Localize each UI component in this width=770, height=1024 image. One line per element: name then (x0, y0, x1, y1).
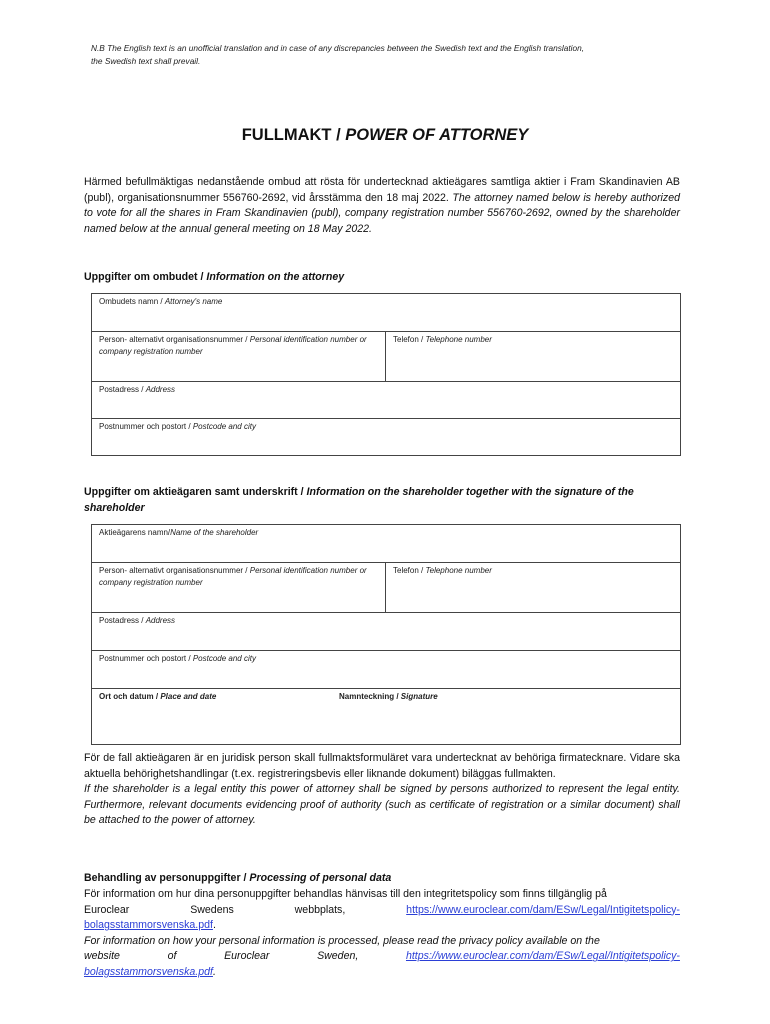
shareholder-address-field[interactable] (92, 613, 681, 651)
privacy-policy-link-en-part-1[interactable]: https://www.euroclear.com/dam/ESw/Legal/Intigitetspolicy- (405, 950, 680, 963)
signature-label-sv: Namnteckning / (339, 692, 401, 701)
signature-label (339, 692, 438, 701)
attorney-form (91, 293, 681, 456)
attorney-address-label-en: Address (145, 385, 176, 394)
attorney-phone-label-en: Telephone number (425, 335, 492, 344)
attorney-address-label-sv: Postadress / (99, 385, 146, 394)
attorney-phone-label-sv: Telefon / (393, 335, 426, 344)
legal-entity-english: If the shareholder is a legal entity this power of attorney shall be signed by persons authorized to represent the legal entity. Furthermore, relevant documents evidencing proof of authority (such as certificate of registration or a similar document) shall be attached to the power of attorney. (84, 783, 680, 827)
translation-note-line-1: N.B The English text is an unofficial translation and in case of any discrepancies between the Swedish text and the English translation, (91, 43, 585, 53)
shareholder-id-label-sv: Person- alternativt organisationsnummer / (99, 566, 250, 575)
privacy-policy-link-part-2[interactable]: bolagsstammorsvenska.pdf (84, 919, 213, 932)
period-en: . (212, 965, 216, 978)
personal-data-heading-swedish: Behandling av personuppgifter / (84, 872, 250, 884)
shareholder-postcode-label-en: Postcode and city (192, 654, 256, 663)
title-english: POWER OF ATTORNEY (345, 126, 529, 144)
title-swedish: FULLMAKT / (241, 126, 346, 144)
legal-entity-paragraph (84, 751, 680, 829)
translation-note-line-2: the Swedish text shall prevail. (91, 55, 201, 66)
place-date-signature-field[interactable] (92, 689, 681, 745)
privacy-policy-link-en-part-2[interactable]: bolagsstammorsvenska.pdf (84, 965, 213, 978)
shareholder-heading-swedish: Uppgifter om aktieägaren samt underskrift / (84, 486, 307, 498)
attorney-name-label-sv: Ombudets namn / (99, 297, 165, 306)
word-euroclear: Euroclear (84, 903, 130, 916)
period: . (212, 919, 216, 932)
shareholder-phone-label-en: Telephone number (425, 566, 492, 575)
personal-data-en-line-1: For information on how your personal information is processed, please read the privacy policy available on the (84, 934, 600, 947)
personal-data-paragraph (84, 887, 680, 981)
shareholder-section-heading (84, 485, 682, 516)
place-date-label-sv: Ort och datum / (99, 692, 161, 701)
word-swedens: Swedens (190, 903, 234, 916)
attorney-section-heading (84, 270, 684, 286)
place-date-label (99, 691, 339, 703)
word-webbplats: webbplats, (294, 903, 346, 916)
attorney-id-field[interactable] (92, 332, 386, 382)
signature-label-en: Signature (400, 692, 438, 701)
translation-note (91, 42, 681, 67)
shareholder-id-label-en: Personal identification number or company registration number (99, 566, 367, 587)
intro-swedish: Härmed befullmäktigas nedanstående ombud att rösta för undertecknad aktieägares samtliga aktier i Fram Skandinavien AB (publ), organisationsnummer 556760-2692, vid årsstämma den 18 maj 2022. (84, 176, 680, 204)
attorney-postcode-field[interactable] (92, 419, 681, 456)
personal-data-sv-line-3 (84, 918, 680, 934)
attorney-postcode-label-sv: Postnummer och postort / (99, 422, 193, 431)
attorney-name-field[interactable] (92, 294, 681, 332)
privacy-policy-link-part-1[interactable]: https://www.euroclear.com/dam/ESw/Legal/Intigitetspolicy- (406, 903, 680, 916)
personal-data-en-line-2 (84, 949, 680, 965)
attorney-heading-english: Information on the attorney (206, 271, 345, 283)
word-website: website (84, 950, 120, 963)
attorney-postcode-label-en: Postcode and city (192, 422, 256, 431)
personal-data-heading (84, 871, 684, 887)
place-date-label-en: Place and date (160, 692, 217, 701)
shareholder-heading-english: Information on the shareholder together with the signature of the shareholder (84, 486, 634, 514)
attorney-name-label-en: Attorney's name (164, 297, 223, 306)
shareholder-name-field[interactable] (92, 525, 681, 563)
personal-data-heading-english: Processing of personal data (249, 872, 392, 884)
intro-paragraph (84, 175, 680, 237)
attorney-id-label-sv: Person- alternativt organisationsnummer / (99, 335, 250, 344)
shareholder-id-field[interactable] (92, 563, 386, 613)
shareholder-postcode-label-sv: Postnummer och postort / (99, 654, 193, 663)
attorney-address-field[interactable] (92, 382, 681, 419)
personal-data-sv-line-2 (84, 903, 680, 919)
attorney-phone-field[interactable] (386, 332, 681, 382)
shareholder-name-label-en: Name of the shareholder (170, 528, 259, 537)
word-euroclear-en: Euroclear (224, 950, 270, 963)
shareholder-postcode-field[interactable] (92, 651, 681, 689)
personal-data-en-line-3 (84, 965, 680, 981)
intro-english: The attorney named below is hereby authorized to vote for all the shares in Fram Skandinavien (publ), company registration number 556760-2692, owned by the shareholder named below at the annual general meeting on 18 May 2022. (84, 191, 680, 235)
shareholder-form (91, 524, 681, 745)
attorney-heading-swedish: Uppgifter om ombudet / (84, 271, 207, 283)
legal-entity-swedish: För de fall aktieägaren är en juridisk person skall fullmaktsformuläret vara undertecknat av behöriga firmatecknare. Vidare ska aktuella behörighetshandlingar (t.ex. registreringsbevis eller liknande dokument) biläggas fullmakten. (84, 752, 680, 780)
shareholder-address-label-sv: Postadress / (99, 616, 146, 625)
shareholder-phone-field[interactable] (386, 563, 681, 613)
page-title (0, 126, 770, 145)
shareholder-address-label-en: Address (145, 616, 176, 625)
word-sweden: Sweden, (317, 950, 359, 963)
personal-data-sv-line-1: För information om hur dina personuppgifter behandlas hänvisas till den integritetspolicy som finns tillgänglig på (84, 888, 607, 900)
shareholder-phone-label-sv: Telefon / (393, 566, 426, 575)
attorney-id-label-en: Personal identification number or company registration number (99, 335, 367, 356)
word-of: of (167, 950, 177, 963)
shareholder-name-label-sv: Aktieägarens namn/ (99, 528, 171, 537)
